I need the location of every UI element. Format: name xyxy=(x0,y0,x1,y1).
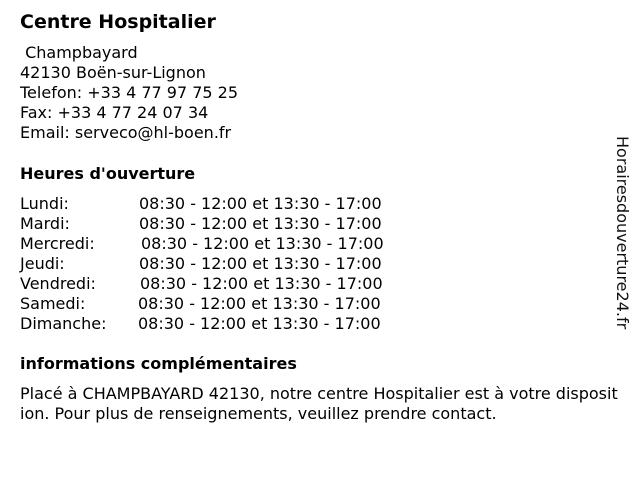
time-range: 08:30 - 12:00 et 13:30 - 17:00 xyxy=(138,294,381,313)
email-address: Email: serveco@hl-boen.fr xyxy=(20,123,232,142)
info-heading: informations complémentaires xyxy=(20,354,297,373)
address-city: 42130 Boën-sur-Lignon xyxy=(20,63,206,82)
day-label: Mardi: xyxy=(20,214,70,233)
address-street: Champbayard xyxy=(20,43,138,62)
hours-row-lundi xyxy=(20,194,440,214)
hours-row-mardi xyxy=(20,214,440,234)
day-label: Jeudi: xyxy=(20,254,65,273)
day-label: Lundi: xyxy=(20,194,69,213)
hours-heading: Heures d'ouverture xyxy=(20,164,196,183)
day-label: Mercredi: xyxy=(20,234,95,253)
time-range: 08:30 - 12:00 et 13:30 - 17:00 xyxy=(139,214,382,233)
info-description: Placé à CHAMPBAYARD 42130, notre centre Hospitalier est à votre disposition. Pour plus de renseignements, veuillez prendre contact. xyxy=(20,384,618,423)
time-range: 08:30 - 12:00 et 13:30 - 17:00 xyxy=(141,234,384,253)
time-range: 08:30 - 12:00 et 13:30 - 17:00 xyxy=(138,314,381,333)
hours-table xyxy=(20,194,440,334)
hours-row-vendredi xyxy=(20,274,440,294)
phone-number: Telefon: +33 4 77 97 75 25 xyxy=(20,83,239,102)
hours-row-mercredi xyxy=(20,234,440,254)
time-range: 08:30 - 12:00 et 13:30 - 17:00 xyxy=(140,274,383,293)
day-label: Dimanche: xyxy=(20,314,107,333)
fax-number: Fax: +33 4 77 24 07 34 xyxy=(20,103,209,122)
day-label: Samedi: xyxy=(20,294,86,313)
address-block xyxy=(20,43,238,143)
hours-row-jeudi xyxy=(20,254,440,274)
time-range: 08:30 - 12:00 et 13:30 - 17:00 xyxy=(139,254,382,273)
day-label: Vendredi: xyxy=(20,274,96,293)
site-watermark: Horairesdouverture24.fr xyxy=(613,136,632,330)
page-title: Centre Hospitalier xyxy=(20,11,216,33)
hours-row-samedi xyxy=(20,294,440,314)
time-range: 08:30 - 12:00 et 13:30 - 17:00 xyxy=(139,194,382,213)
hours-row-dimanche xyxy=(20,314,440,334)
